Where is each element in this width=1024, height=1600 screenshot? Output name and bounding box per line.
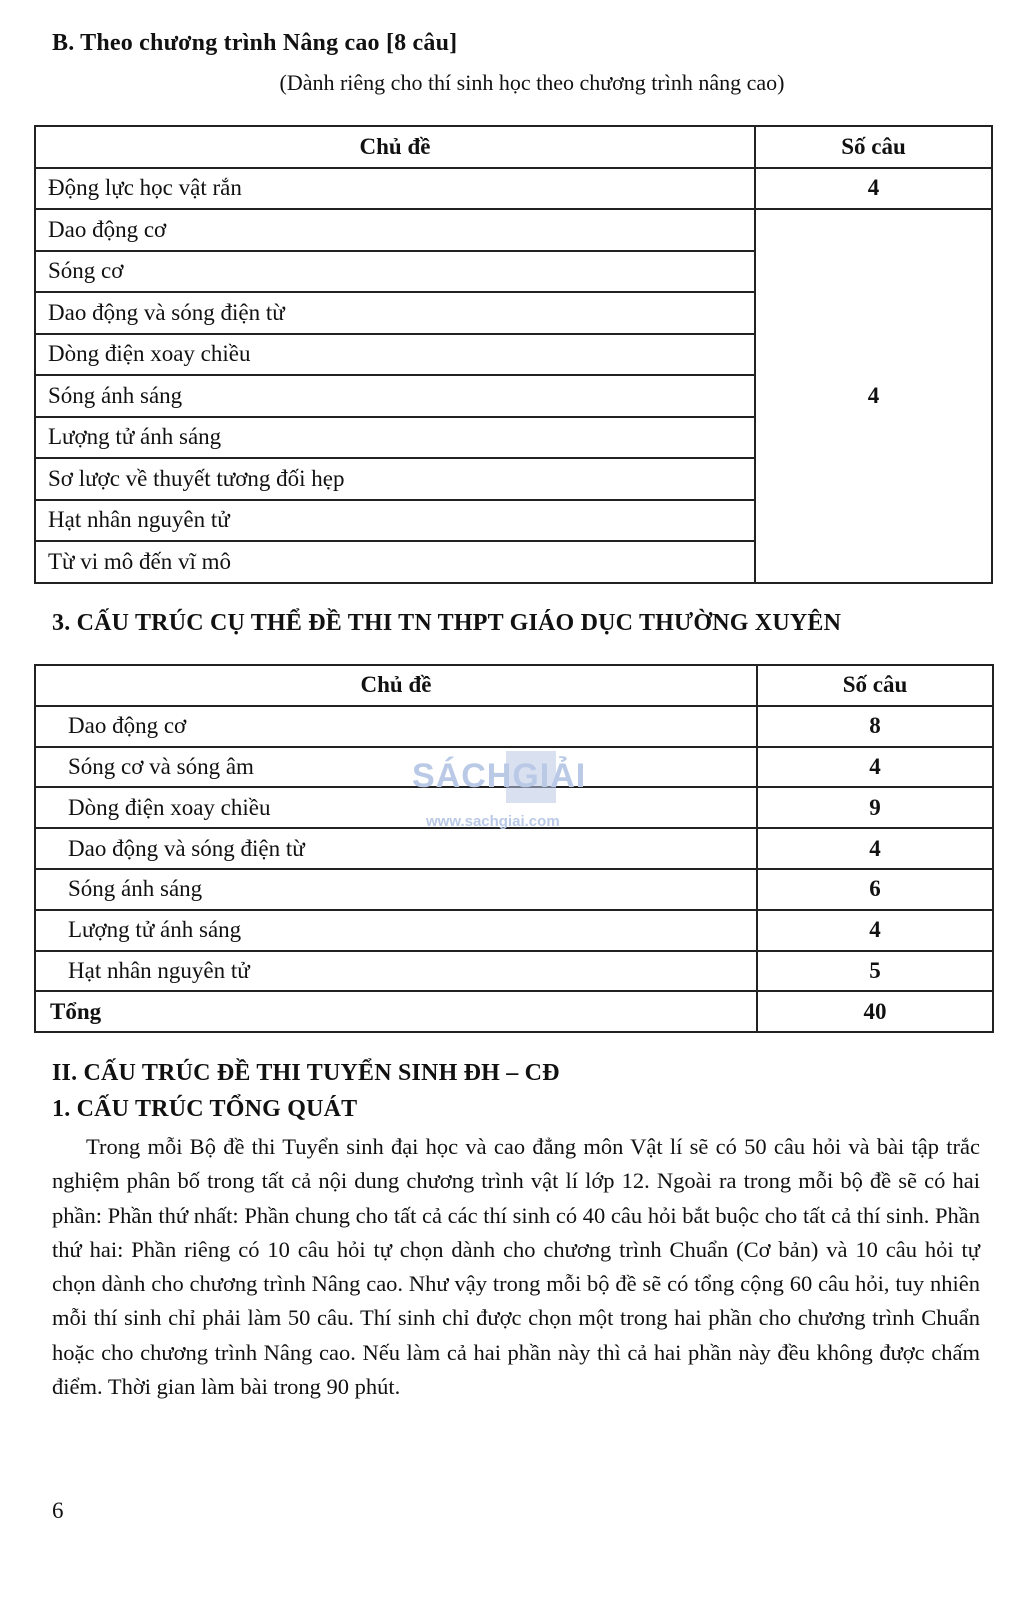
table-row: [35, 869, 993, 910]
section-b-subtitle: (Dành riêng cho thí sinh học theo chương trình nâng cao): [279, 70, 785, 95]
header-count: Số câu: [757, 665, 993, 706]
table-header-row: [35, 126, 992, 168]
header-topic: Chủ đề: [35, 126, 755, 168]
table-row: [35, 209, 992, 251]
watermark-brand: SÁCHGIẢI: [412, 757, 587, 795]
table-header-row: [35, 665, 993, 706]
watermark-url: www.sachgiai.com: [426, 813, 560, 830]
header-topic: Chủ đề: [35, 665, 757, 706]
count-cell: 8: [757, 706, 993, 747]
count-cell: 5: [757, 951, 993, 992]
topic-cell: Sóng cơ và sóng âm: [35, 747, 757, 788]
group-count-cell: 4: [755, 209, 992, 583]
count-cell: 4: [757, 910, 993, 951]
topic-cell: Sơ lược về thuyết tương đối hẹp: [35, 458, 755, 500]
count-cell: 6: [757, 869, 993, 910]
topic-cell: Dòng điện xoay chiều: [35, 787, 757, 828]
topic-cell: Lượng tử ánh sáng: [35, 910, 757, 951]
count-cell: 9: [757, 787, 993, 828]
topic-cell: Sóng cơ: [35, 251, 755, 293]
total-count: 40: [757, 991, 993, 1032]
section-ii-subtitle: 1. CẤU TRÚC TỔNG QUÁT: [52, 1096, 358, 1122]
section-b-title: B. Theo chương trình Nâng cao [8 câu]: [52, 30, 458, 56]
topic-cell: Hạt nhân nguyên tử: [35, 951, 757, 992]
table-row: [35, 706, 993, 747]
page-number: 6: [52, 1498, 64, 1523]
topic-cell: Dao động cơ: [35, 706, 757, 747]
topic-cell: Sóng ánh sáng: [35, 869, 757, 910]
table-row: [35, 951, 993, 992]
topic-cell: Động lực học vật rắn: [35, 168, 755, 210]
topic-cell: Từ vi mô đến vĩ mô: [35, 541, 755, 583]
topic-cell: Dao động và sóng điện từ: [35, 292, 755, 334]
watermark: [412, 757, 622, 837]
topic-cell: Dao động và sóng điện từ: [35, 828, 757, 869]
topic-cell: Dao động cơ: [35, 209, 755, 251]
header-count: Số câu: [755, 126, 992, 168]
count-cell: 4: [757, 828, 993, 869]
topic-cell: Dòng điện xoay chiều: [35, 334, 755, 376]
table-row: [35, 168, 992, 210]
topic-cell: Hạt nhân nguyên tử: [35, 500, 755, 542]
topic-cell: Sóng ánh sáng: [35, 375, 755, 417]
table-row: [35, 910, 993, 951]
count-cell: 4: [755, 168, 992, 210]
section-ii-title: II. CẤU TRÚC ĐỀ THI TUYỂN SINH ĐH – CĐ: [52, 1060, 560, 1086]
total-row: [35, 991, 993, 1032]
count-cell: 4: [757, 747, 993, 788]
total-label: Tổng: [35, 991, 757, 1032]
section-3-title: 3. CẤU TRÚC CỤ THỂ ĐỀ THI TN THPT GIÁO DỤC THƯỜNG XUYÊN: [52, 610, 842, 636]
topic-cell: Lượng tử ánh sáng: [35, 417, 755, 459]
continuing-education-table: [34, 664, 994, 1033]
body-paragraph: Trong mỗi Bộ đề thi Tuyển sinh đại học và cao đẳng môn Vật lí sẽ có 50 câu hỏi và bài tập trắc nghiệm phân bố trong tất cả nội dung chương trình vật lí lớp 12. Ngoài ra trong mỗi bộ đề sẽ có hai phần: Phần thứ nhất: Phần chung cho tất cả các thí sinh có 40 câu hỏi bắt buộc cho tất cả thí sinh. Phần thứ hai: Phần riêng có 10 câu hỏi tự chọn dành cho chương trình Chuẩn (Cơ bản) và 10 câu hỏi tự chọn dành cho chương trình Nâng cao. Như vậy trong mỗi bộ đề sẽ có tổng cộng 60 câu hỏi, tuy nhiên mỗi thí sinh chỉ phải làm 50 câu. Thí sinh chỉ được chọn một trong hai phần cho chương trình Chuẩn hoặc cho chương trình Nâng cao. Nếu làm cả hai phần này thì cả hai phần này đều không được chấm điểm. Thời gian làm bài trong 90 phút.: [52, 1134, 980, 1400]
advanced-program-table: [34, 125, 993, 584]
